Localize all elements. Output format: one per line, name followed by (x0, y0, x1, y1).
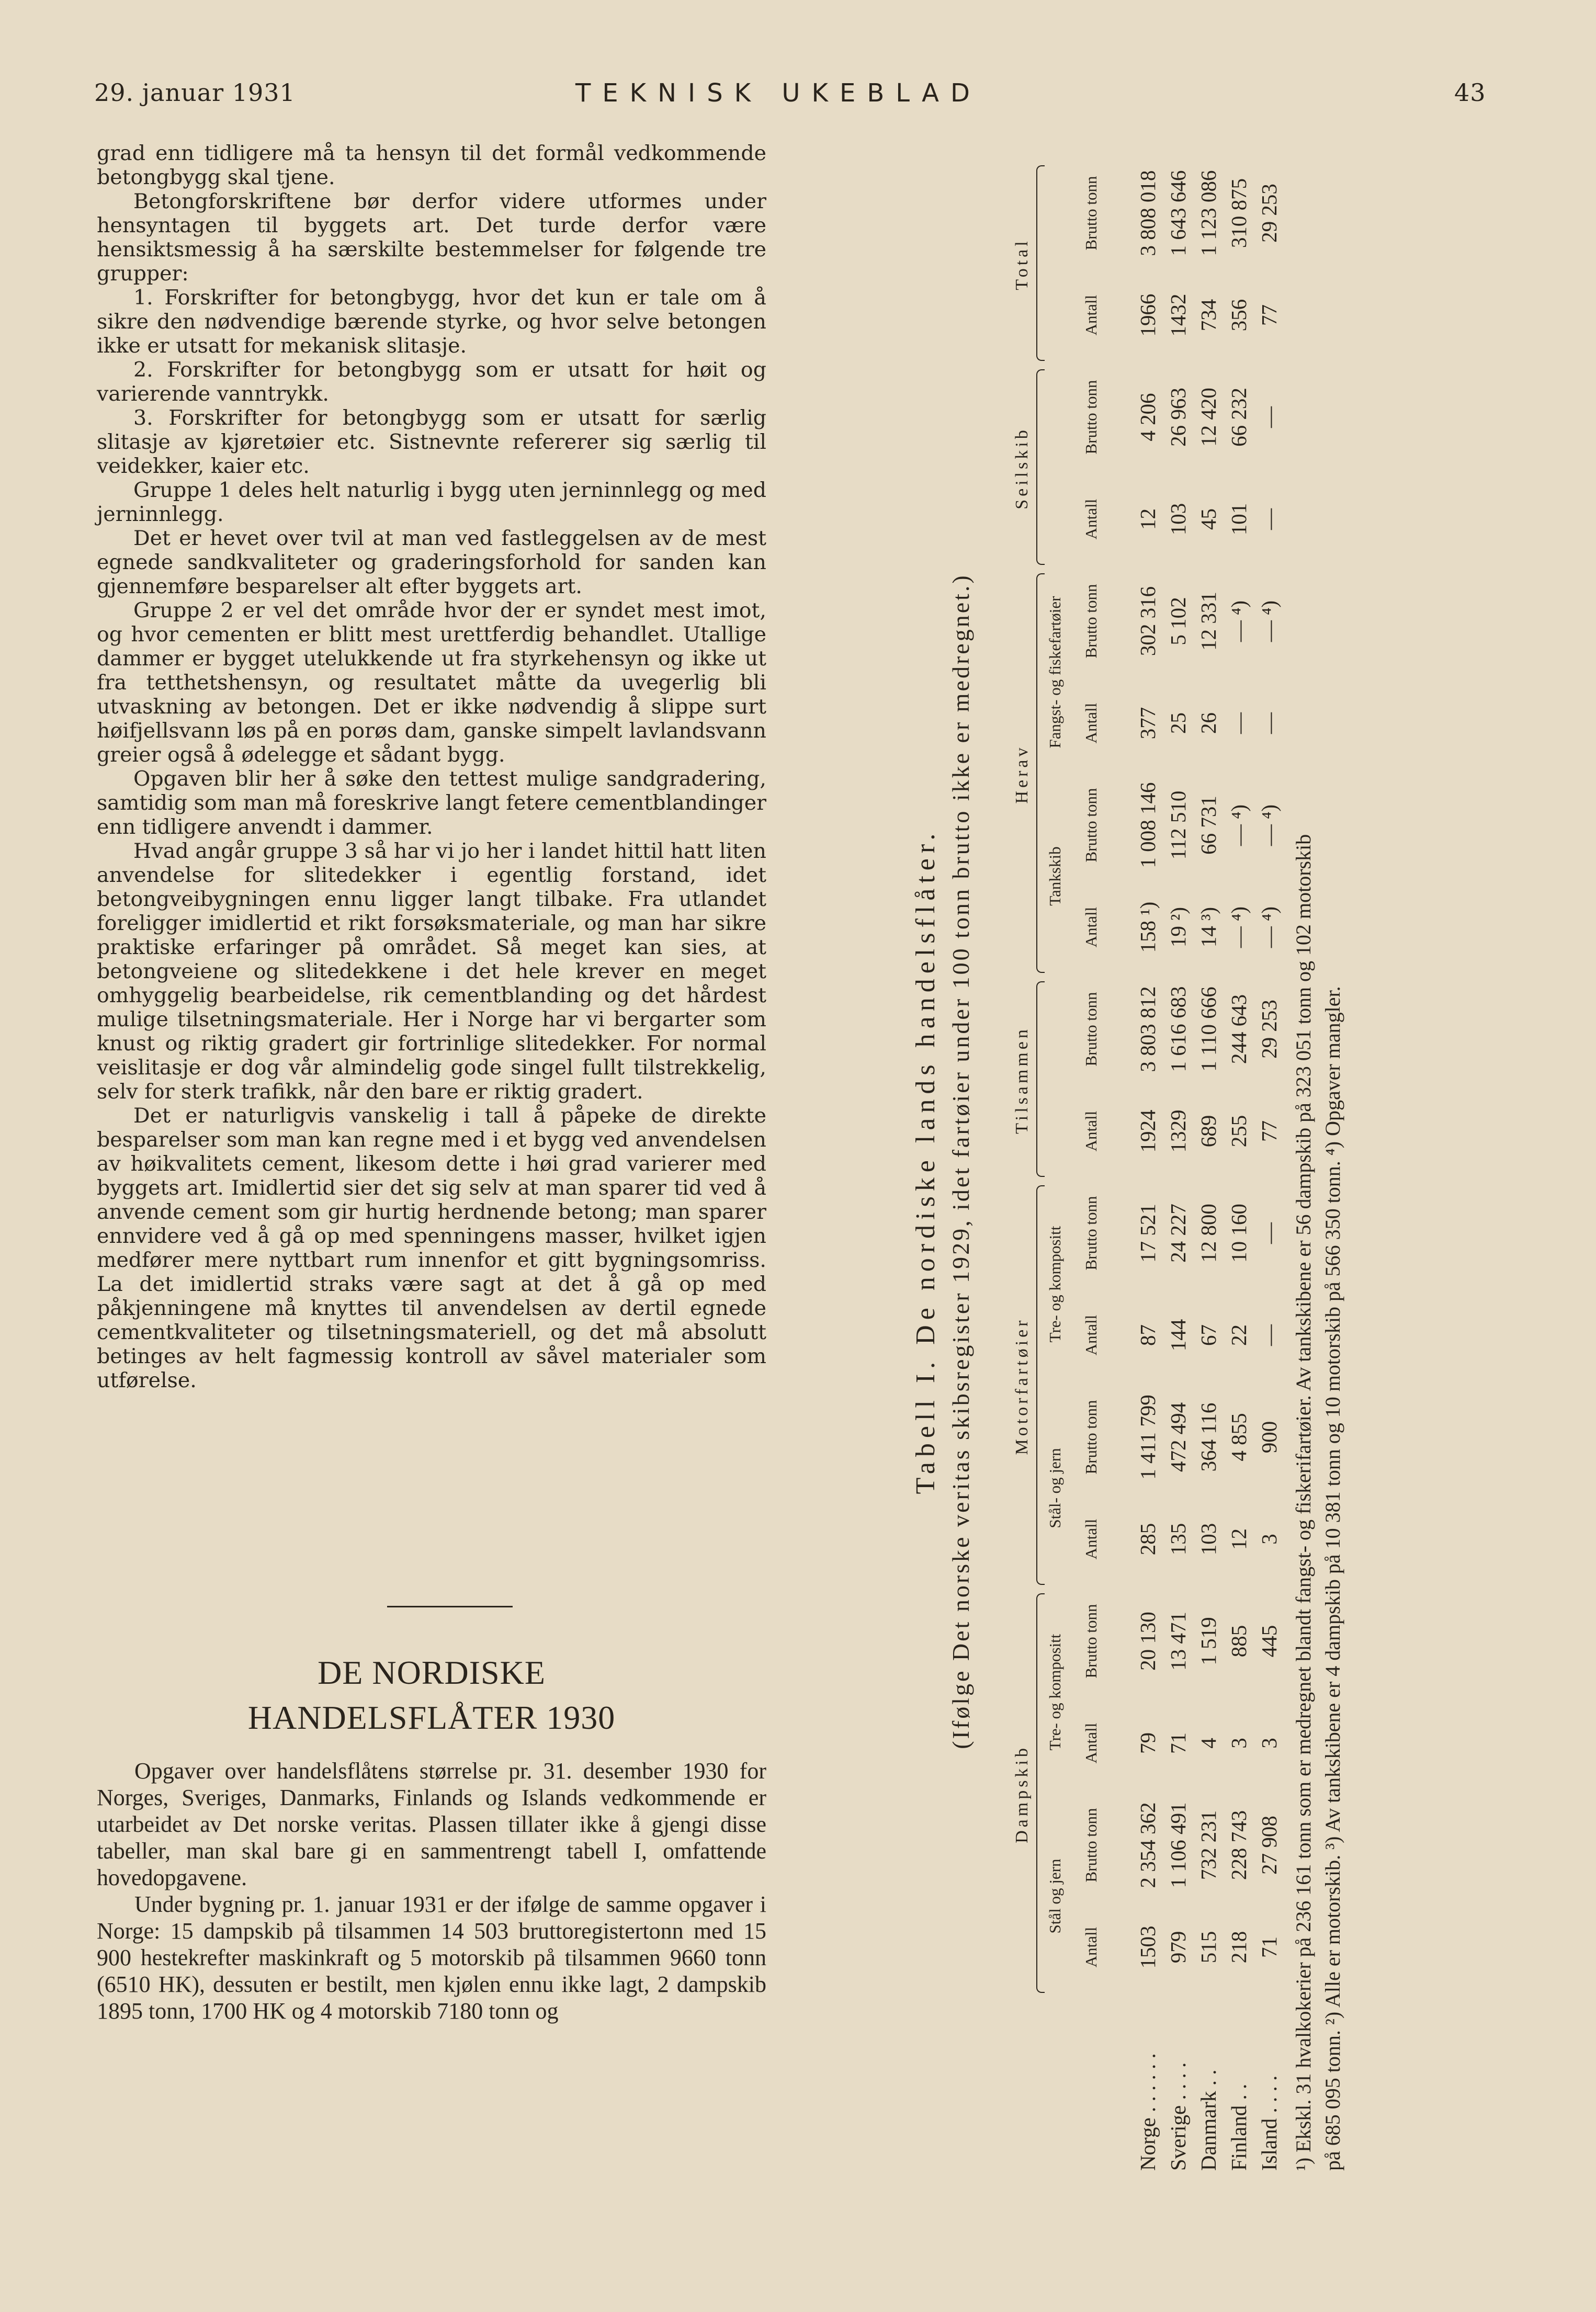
header-date: 29. januar 1931 (94, 78, 296, 107)
table-column-header: Antall (1082, 906, 1100, 948)
table-cell: 12 800 (1196, 1204, 1220, 1263)
paragraph: Gruppe 2 er vel det område hvor der er syndet mest imot, og hvor cementen er blitt mest urettferdig behandlet. Utallige dammer er bygget utelukkende ut fra styrkehensyn og ikke ut fra tetthetshensyn, og resultatet måtte da uvegerlig bli utvaskning av betongen. Det er ikke nødvendig å slippe surt høifjellsvann løs på en porøs dam, ganske simpelt lavlandsvann greier også å ødelegge et sådant bygg. (97, 598, 766, 767)
table-group-brace (1036, 1593, 1045, 1993)
table-column-header: Antall (1082, 1722, 1100, 1764)
journal-title: TEKNISK UKEBLAD (575, 78, 981, 108)
paragraph: Det er hevet over tvil at man ved fastleggelsen av de mest egnede sandkvaliteter og graderingsforhold for sanden kan gjennemføre besparelser alt efter byggets art. (97, 526, 766, 598)
table-group-header: Dampskib (1012, 1745, 1032, 1843)
table-cell: 472 494 (1166, 1402, 1190, 1472)
table-cell: 10 160 (1227, 1204, 1251, 1263)
table-row-country: Norge . . . . . . (1136, 2053, 1160, 2171)
table-cell: 900 (1257, 1421, 1281, 1454)
table-row-country: Danmark . . (1196, 2069, 1220, 2171)
table-subgroup-header: Tankskib (1046, 846, 1064, 906)
table-group-brace (1036, 573, 1045, 973)
table-cell: 158 ¹) (1136, 901, 1160, 953)
table-subgroup-header: Stål- og jern (1046, 1448, 1064, 1528)
table-cell: 12 331 (1196, 592, 1220, 651)
table-group-header: Seilskib (1012, 427, 1032, 509)
paragraph: grad enn tidligere må ta hensyn til det formål vedkommende betongbygg skal tjene. (97, 141, 766, 189)
table-cell: 244 643 (1227, 994, 1251, 1064)
table-cell: — (1257, 1324, 1281, 1346)
table-cell: 228 743 (1227, 1810, 1251, 1880)
table-cell: 285 (1136, 1523, 1160, 1556)
table-cell: 29 253 (1257, 1000, 1281, 1059)
table-cell: 135 (1166, 1523, 1190, 1556)
table-subgroup-header: Tre- og kompositt (1046, 1634, 1064, 1751)
table-cell: 1924 (1136, 1109, 1160, 1153)
table-cell: 1 106 491 (1166, 1802, 1190, 1888)
table-cell: — ⁴) (1257, 600, 1281, 642)
paragraph: Det er naturligvis vanskelig i tall å påpeke de direkte besparelser som man kan regne med i et bygg ved anvendelsen av høikvalitets cement, likesom dette i høi grad varierer med byggets art. Imidlertid sier det sig selv at man sparer tid ved å anvende cement som gir hurtig herdnende betong; man sparer ennvidere ved å gå op med spenningens masser, hvilket igjen medfører mere nyttbart rum innenfor et gitt bygningsomriss. La det imidlertid straks være sagt at det å gå op med påkjenningene må knyttes til anvendelsen av dertil egnede cementkvaliteter og tilsetningsmateriell, og det må absolutt betinges av helt fagmessig kontroll av såvel materialer som utførelse. (97, 1104, 766, 1392)
table-cell: 67 (1196, 1324, 1220, 1346)
article-body (97, 1758, 766, 2024)
paragraph: 1. Forskrifter for betongbygg, hvor det kun er tale om å sikre den nødvendige bærende styrke, og hvor selve betongen ikke er utsatt for mekanisk slitasje. (97, 286, 766, 358)
table-cell: 101 (1227, 503, 1251, 536)
article-continuation (97, 141, 766, 1392)
paragraph: 3. Forskrifter for betongbygg som er utsatt for særlig slitasje av kjøretøier etc. Sistnevnte refererer sig særlig til veidekker, kaier etc. (97, 406, 766, 478)
table-row-country: Island . . . . (1257, 2075, 1281, 2171)
table-column-header: Brutto tonn (1082, 584, 1100, 659)
section-divider (387, 1606, 513, 1607)
table-cell: 979 (1166, 1931, 1190, 1964)
table-group-brace (1036, 369, 1045, 565)
table-cell: 689 (1196, 1115, 1220, 1148)
table-cell: 732 231 (1196, 1810, 1220, 1880)
table-group-brace (1036, 1185, 1045, 1585)
table-cell: 45 (1196, 508, 1220, 530)
table-cell: 29 253 (1257, 184, 1281, 243)
paragraph: Under bygning pr. 1. januar 1931 er der ifølge de samme opgaver i Norge: 15 dampskib på tilsammen 14 503 bruttoregistertonn med 15 900 hestekrefter maskinkraft og 5 motorskib på tilsammen 9660 tonn (6510 HK), dessuten er bestilt, men kjølen ennu ikke lagt, 2 dampskib 1895 tonn, 1700 HK og 4 motorskib 7180 tonn og (97, 1891, 766, 2024)
table-cell: 103 (1166, 503, 1190, 536)
table-cell: 3 808 018 (1136, 170, 1160, 256)
table-cell: 25 (1166, 712, 1190, 734)
paragraph: Betongforskriftene bør derfor videre utformes under hensyntagen til byggets art. Det turde derfor være hensiktsmessig å ha særskilte bestemmelser for følgende tre grupper: (97, 189, 766, 286)
table-cell: 445 (1257, 1625, 1281, 1658)
table-group-brace (1036, 165, 1045, 361)
table-cell: 12 (1136, 508, 1160, 530)
table-column-header: Brutto tonn (1082, 1604, 1100, 1679)
table-cell: 5 102 (1166, 597, 1190, 645)
table-column-header: Antall (1082, 1518, 1100, 1560)
table-cell: 22 (1227, 1324, 1251, 1346)
table-cell: 3 803 812 (1136, 986, 1160, 1072)
table-cell: 515 (1196, 1931, 1220, 1964)
table-subgroup-header: Tre- og kompositt (1046, 1226, 1064, 1343)
table-cell: 3 (1227, 1738, 1251, 1749)
table-cell: 3 (1257, 1534, 1281, 1545)
table-group-brace (1036, 981, 1045, 1177)
table-cell: 77 (1257, 1120, 1281, 1142)
table-cell: 1 008 146 (1136, 782, 1160, 868)
table-cell: 1 411 799 (1136, 1395, 1160, 1480)
table-cell: 71 (1257, 1936, 1281, 1958)
table-cell: 310 875 (1227, 178, 1251, 248)
table-cell: 19 ²) (1166, 906, 1190, 948)
table-cell: 356 (1227, 299, 1251, 332)
fleet-table (889, 152, 1412, 2171)
table-cell: 1503 (1136, 1925, 1160, 1969)
table-cell: 1329 (1166, 1109, 1190, 1153)
table-cell: 885 (1227, 1625, 1251, 1658)
table-column-header: Antall (1082, 1926, 1100, 1968)
table-column-header: Brutto tonn (1082, 380, 1100, 455)
table-cell: 302 316 (1136, 586, 1160, 656)
table-column-header: Antall (1082, 498, 1100, 540)
table-column-header: Antall (1082, 1110, 1100, 1152)
paragraph: Opgaven blir her å søke den tettest mulige sandgradering, samtidig som man må foreskrive langt fetere cementblandinger enn tidligere anvendt i dammer. (97, 767, 766, 839)
table-footnote-1: ¹) Ekskl. 31 hvalkokerier på 236 161 tonn som er medregnet blandt fangst- og fiskerifartøier. Av tankskibene er 56 dampskib på 323 051 tonn og 102 motorskib (1292, 834, 1315, 2171)
table-cell: 1966 (1136, 293, 1160, 337)
table-row-country: Sverige . . . . (1166, 2062, 1190, 2171)
paragraph: Opgaver over handelsflåtens størrelse pr. 31. desember 1930 for Norges, Sveriges, Danmarks, Finlands og Islands vedkommende er utarbeidet av Det norske veritas. Plassen tillater ikke å gjengi disse tabeller, man skal bare gi en sammentrengt tabell I, omfattende hovedopgavene. (97, 1758, 766, 1890)
paragraph: Gruppe 1 deles helt naturlig i bygg uten jerninnlegg og med jerninnlegg. (97, 478, 766, 526)
table-row-country: Finland . . (1227, 2083, 1251, 2171)
table-cell: 112 510 (1166, 790, 1190, 860)
table-subgroup-header: Stål og jern (1046, 1858, 1064, 1934)
table-cell: 144 (1166, 1319, 1190, 1352)
table-footnote-2: på 685 095 tonn. ²) Alle er motorskib. ³) Av tankskibene er 4 dampskib på 10 381 tonn og 10 motorskib på 566 350 tonn. ⁴) Opgaver mangler. (1321, 986, 1344, 2171)
table-column-header: Brutto tonn (1082, 788, 1100, 863)
table-cell: 1 643 646 (1166, 170, 1190, 256)
page-number: 43 (1454, 78, 1486, 107)
table-cell: 4 206 (1136, 393, 1160, 441)
table-group-header: Herav (1012, 744, 1032, 804)
table-cell: 377 (1136, 707, 1160, 740)
table-cell: 103 (1196, 1523, 1220, 1556)
table-cell: 27 908 (1257, 1816, 1281, 1875)
table-cell: — (1257, 406, 1281, 428)
table-cell: — ⁴) (1227, 804, 1251, 846)
table-cell: — (1257, 1222, 1281, 1244)
table-cell: — ⁴) (1257, 804, 1281, 846)
table-cell: 26 (1196, 712, 1220, 734)
table-cell: 12 (1227, 1528, 1251, 1550)
table-cell: — (1227, 712, 1251, 734)
table-cell: — (1257, 712, 1281, 734)
table-cell: — ⁴) (1227, 600, 1251, 642)
table-cell: 4 (1196, 1738, 1220, 1749)
table-cell: 66 232 (1227, 388, 1251, 447)
table-cell: 14 ³) (1196, 906, 1220, 948)
table-column-header: Antall (1082, 702, 1100, 744)
table-cell: 26 963 (1166, 388, 1190, 447)
table-cell: 4 855 (1227, 1413, 1251, 1461)
table-cell: — ⁴) (1257, 906, 1281, 948)
table-cell: 1 123 086 (1196, 170, 1220, 256)
table-cell: 17 521 (1136, 1204, 1160, 1263)
table-cell: 12 420 (1196, 388, 1220, 447)
table-subtitle: (Ifølge Det norske veritas skibsregister 1929, idet fartøier under 100 tonn brutto ikke er medregnet.) (947, 573, 974, 1749)
table-column-header: Antall (1082, 294, 1100, 336)
table-cell: 2 354 362 (1136, 1802, 1160, 1888)
table-column-header: Antall (1082, 1314, 1100, 1356)
heading-line-1: DE NORDISKE (318, 1654, 546, 1691)
table-cell: 364 116 (1196, 1402, 1220, 1472)
table-column-header: Brutto tonn (1082, 176, 1100, 251)
table-cell: 71 (1166, 1732, 1190, 1754)
table-column-header: Brutto tonn (1082, 992, 1100, 1067)
paragraph: 2. Forskrifter for betongbygg som er utsatt for høit og varierende vanntrykk. (97, 358, 766, 406)
table-column-header: Brutto tonn (1082, 1808, 1100, 1883)
table-cell: 77 (1257, 304, 1281, 326)
table-cell: 218 (1227, 1931, 1251, 1964)
article-heading (97, 1650, 766, 1740)
table-column-header: Brutto tonn (1082, 1196, 1100, 1271)
table-cell: 3 (1257, 1738, 1281, 1749)
table-cell: 79 (1136, 1732, 1160, 1754)
table-cell: 1 110 666 (1196, 987, 1220, 1072)
table-group-header: Motorfartøier (1012, 1317, 1032, 1455)
table-subgroup-header: Fangst- og fiskefartøier (1046, 596, 1064, 749)
table-cell: 734 (1196, 299, 1220, 332)
table-cell: 66 731 (1196, 796, 1220, 855)
table-cell: 24 227 (1166, 1204, 1190, 1263)
table-cell: — (1257, 508, 1281, 530)
table-cell: 255 (1227, 1115, 1251, 1148)
paragraph: Hvad angår gruppe 3 så har vi jo her i landet hittil hatt liten anvendelse for slitedekker i egentlig forstand, idet betongveibygningen ennu ligger langt tilbake. Fra utlandet foreligger imidlertid et rikt forsøksmateriale, og man har sikre praktiske erfaringer på området. Så meget kan sies, at betongveiene og slitedekkene i det hele krever en meget omhyggelig bearbeidelse, rik cementblanding og det hårdest mulige tilsetningsmateriale. Her i Norge har vi bergarter som knust og riktig gradert gir fortrinlige slitedekker. For normal veislitasje er dog vår almindelig gode singel fullt tilstrekkelig, selv for sterk trafikk, når den bare er riktig gradert. (97, 839, 766, 1104)
table-cell: 13 471 (1166, 1612, 1190, 1671)
table-cell: 20 130 (1136, 1612, 1160, 1671)
table-title: Tabell I. De nordiske lands handelsflåter. (911, 828, 941, 1494)
heading-line-2: HANDELSFLÅTER 1930 (247, 1699, 616, 1736)
table-cell: 1432 (1166, 293, 1190, 337)
table-column-header: Brutto tonn (1082, 1400, 1100, 1475)
table-cell: 1 616 683 (1166, 986, 1190, 1072)
table-cell: — ⁴) (1227, 906, 1251, 948)
table-cell: 1 519 (1196, 1617, 1220, 1665)
table-group-header: Tilsammen (1012, 1026, 1032, 1134)
table-cell: 87 (1136, 1324, 1160, 1346)
table-group-header: Total (1012, 238, 1032, 290)
